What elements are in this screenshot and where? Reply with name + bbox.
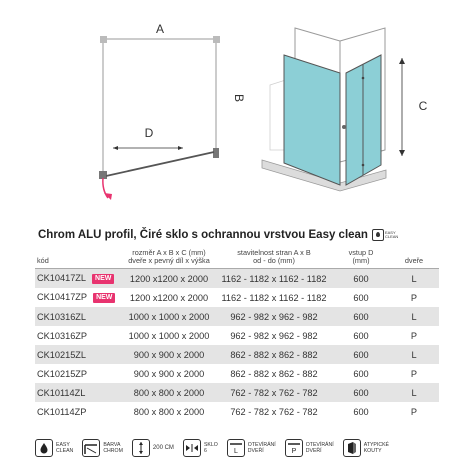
atypical-corner-icon <box>343 439 361 457</box>
feature-glass: SKLO 6 <box>183 439 218 457</box>
header-vstup: vstup D (mm) <box>333 247 389 269</box>
row-size: 1000 x 1000 x 2000 <box>123 307 215 326</box>
table-row <box>35 364 439 383</box>
row-door: L <box>389 269 439 289</box>
header-stavitelnost: stavitelnost stran A x B od - do (mm) <box>215 247 333 269</box>
row-door: L <box>389 383 439 402</box>
spec-table <box>35 247 439 421</box>
row-code: CK10417ZL NEW <box>35 269 123 289</box>
row-adjustability: 1162 - 1182 x 1162 - 1182 <box>221 292 327 303</box>
row-code: CK10114ZP <box>37 406 87 417</box>
drop-icon <box>372 229 384 241</box>
row-entry: 600 <box>333 383 389 402</box>
row-entry: 600 <box>353 292 369 303</box>
perspective-view-diagram <box>262 28 428 191</box>
header-kod: kód <box>35 247 123 269</box>
row-size: 800 x 800 x 2000 <box>133 406 205 417</box>
table-row <box>35 307 439 326</box>
row-code: CK10215ZP <box>37 368 88 379</box>
row-size: 900 x 900 x 2000 <box>123 345 215 364</box>
table-row <box>35 383 439 402</box>
product-title <box>38 229 398 241</box>
dimension-d-label: D <box>144 126 154 140</box>
row-entry: 600 <box>333 269 389 289</box>
row-size: 1000 x 1000 x 2000 <box>128 330 210 341</box>
row-adjustability: 862 - 882 x 862 - 882 <box>230 368 318 379</box>
row-door: P <box>410 406 418 417</box>
row-code: CK10215ZL <box>35 345 123 364</box>
table-header-row <box>35 247 439 269</box>
door-right-icon <box>285 439 303 457</box>
row-entry: 600 <box>353 330 369 341</box>
table-row <box>35 326 439 345</box>
plan-view-diagram <box>99 22 246 200</box>
feature-chrome-color: BARVA CHROM <box>82 439 123 457</box>
row-door: P <box>410 292 418 303</box>
feature-door-left: L OTEVÍRÁNÍ DVEŘÍ <box>227 439 276 457</box>
row-door: L <box>389 345 439 364</box>
row-size: 1200 x1200 x 2000 <box>123 269 215 289</box>
feature-icons <box>35 434 445 462</box>
new-badge: NEW <box>93 293 115 303</box>
row-code: CK10316ZP <box>37 330 88 341</box>
table-row <box>35 288 439 307</box>
row-entry: 600 <box>353 368 369 379</box>
row-entry: 600 <box>333 307 389 326</box>
row-size: 800 x 800 x 2000 <box>123 383 215 402</box>
svg-text:P: P <box>291 448 297 455</box>
title-easy-clean-badge <box>372 229 398 241</box>
row-adjustability: 762 - 782 x 762 - 782 <box>215 383 333 402</box>
title-text: Chrom ALU profil, Čiré sklo s ochrannou vrstvou Easy clean <box>38 229 368 241</box>
table-row <box>35 402 439 421</box>
row-adjustability: 862 - 882 x 862 - 882 <box>215 345 333 364</box>
row-code: CK10417ZP NEW <box>35 288 123 307</box>
easy-clean-icon <box>35 439 53 457</box>
row-size: 1200 x1200 x 2000 <box>129 292 209 303</box>
row-door: P <box>410 330 418 341</box>
table-row <box>35 345 439 364</box>
row-adjustability: 962 - 982 x 962 - 982 <box>230 330 318 341</box>
title-badge-line2: CLEAN <box>384 234 399 239</box>
dimension-b-label: B <box>232 93 246 103</box>
feature-atypical-corner: ATYPICKÉ KOUTY <box>343 439 389 457</box>
door-left-icon <box>227 439 245 457</box>
row-entry: 600 <box>353 406 369 417</box>
row-code: CK10316ZL <box>35 307 123 326</box>
row-size: 900 x 900 x 2000 <box>133 368 205 379</box>
header-rozmer: rozměr A x B x C (mm) dveře x pevný díl x výška <box>123 247 215 269</box>
height-icon <box>132 439 150 457</box>
row-adjustability: 962 - 982 x 962 - 982 <box>215 307 333 326</box>
header-dvere: dveře <box>389 247 439 269</box>
feature-easy-clean: EASY CLEAN <box>35 439 73 457</box>
row-entry: 600 <box>333 345 389 364</box>
table-row <box>35 269 439 289</box>
svg-text:L: L <box>233 448 238 455</box>
shower-diagrams <box>0 0 470 220</box>
row-door: L <box>389 307 439 326</box>
glass-icon <box>183 439 201 457</box>
feature-height: 200 CM <box>132 439 174 457</box>
dimension-c-label: C <box>418 99 428 113</box>
row-door: P <box>410 368 418 379</box>
row-adjustability: 1162 - 1182 x 1162 - 1182 <box>215 269 333 289</box>
feature-door-right: P OTEVÍRÁNÍ DVEŘÍ <box>285 439 334 457</box>
dimension-a-label: A <box>155 22 165 36</box>
title-badge-line1: EASY <box>384 230 396 235</box>
chrome-color-icon <box>82 439 100 457</box>
row-code: CK10114ZL <box>35 383 123 402</box>
new-badge: NEW <box>92 274 114 284</box>
row-adjustability: 762 - 782 x 762 - 782 <box>230 406 318 417</box>
